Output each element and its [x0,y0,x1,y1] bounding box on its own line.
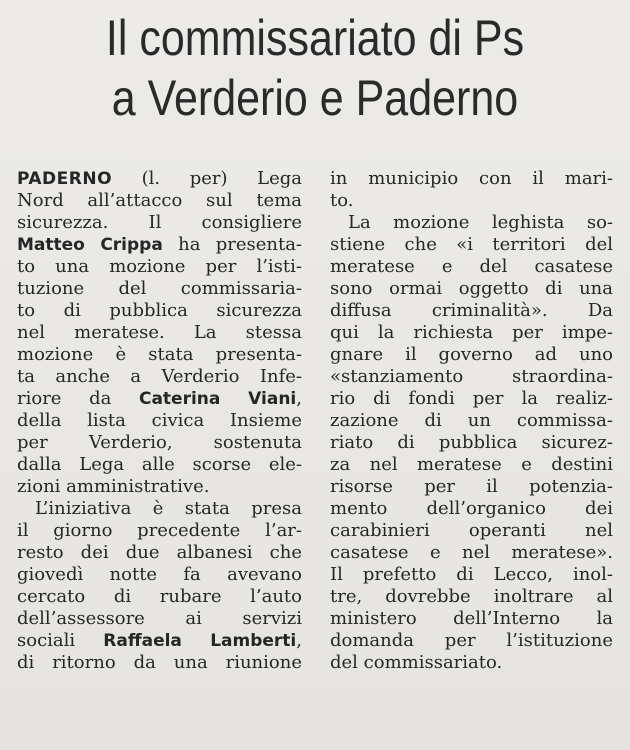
article-line [17,212,302,234]
article-text: nel meratese. La stessa [17,322,302,343]
article-line [330,366,613,388]
article-text: domanda per l’istituzione [330,630,613,651]
article-text: del commissariato. [330,652,503,673]
article-line [17,322,302,344]
article-line [17,652,302,674]
article-line [330,278,613,300]
article-line [330,454,613,476]
headline-line-1: Il commissariato di Ps [105,10,525,66]
article-text: «stanziamento straordina- [330,366,613,387]
person-name: Matteo Crippa [17,235,163,255]
article-text: diffusa criminalità». Da [330,300,613,321]
article-line [17,344,302,366]
article-line [330,520,613,542]
article-text: rio di fondi per la realiz- [330,388,613,409]
article-text: zazione di un commissa- [330,410,613,431]
article-line [330,168,613,190]
headline [44,8,586,128]
article-text: sicurezza. Il consigliere [17,212,302,233]
article-line [330,388,613,410]
article-text: to. [330,190,354,211]
article-line [17,520,302,542]
article-line [330,498,613,520]
article-line [330,410,613,432]
article-line [17,234,302,256]
article-text: sociali [17,630,104,651]
article-line [17,300,302,322]
article-text: qui la richiesta per impe- [330,322,613,343]
article-text: Il prefetto di Lecco, inol- [330,564,613,585]
article-line [17,630,302,652]
article-text: riore da [17,388,139,409]
article-text: dell’assessore ai servizi [17,608,302,629]
article-text: tre, dovrebbe inoltrare al [330,586,613,607]
article-line [17,476,302,498]
article-text: La mozione leghista so- [348,212,613,233]
article-text: to di pubblica sicurezza [17,300,302,321]
person-name: Raffaela Lamberti [103,631,297,651]
headline-line-2: a Verderio e Paderno [111,70,519,126]
article-text: gnare il governo ad uno [330,344,613,365]
article-text: sono ormai oggetto di una [330,278,613,299]
article-line [17,366,302,388]
article-text: ministero dell’Interno la [330,608,613,629]
article-line [330,344,613,366]
article-line [330,256,613,278]
article-text: L’iniziativa è stata presa [35,498,302,519]
article-text: , [296,388,302,409]
article-line [17,498,302,520]
article-line [330,432,613,454]
article-text: mozione è stata presenta- [17,344,302,365]
article-text: riato di pubblica sicurez- [330,432,613,453]
person-name: Caterina Viani [138,389,297,409]
article-line [17,432,302,454]
article-line [17,564,302,586]
article-line [330,630,613,652]
article-line [330,212,613,234]
article-text: della lista civica Insieme [17,410,302,431]
article-text: , [296,630,302,651]
article-text: risorse per il potenzia- [330,476,613,497]
dateline: PADERNO [17,169,113,189]
article-text: mento dell’organico dei [330,498,613,519]
article-text: tuzione del commissaria- [17,278,302,299]
article-text: casatese e nel meratese». [330,542,613,563]
article-line [330,234,613,256]
article-line [330,300,613,322]
article-text: il giorno precedente l’ar- [17,520,302,541]
article-text: za nel meratese e destini [330,454,613,475]
article-text: stiene che «i territori del [330,234,613,255]
article-line [17,278,302,300]
article-line [17,608,302,630]
article-line [17,410,302,432]
article-line [17,168,302,190]
article-text: carabinieri operanti nel [330,520,613,541]
article-text: cercato di rubare l’auto [17,586,302,607]
article-text: ha presenta- [162,234,302,255]
article-text: Nord all’attacco sul tema [17,190,302,211]
article-text: giovedì notte fa avevano [17,564,302,585]
article-column-left [17,168,302,674]
article-text: ta anche a Verderio Infe- [17,366,302,387]
article-text: per Verderio, sostenuta [17,432,302,453]
article-line [330,322,613,344]
article-text: to una mozione per l’isti- [17,256,302,277]
article-line [17,542,302,564]
article-column-right [330,168,613,674]
article-line [330,652,613,674]
article-text: (l. per) Lega [112,168,302,189]
article-line [17,256,302,278]
article-line [330,542,613,564]
article-line [330,564,613,586]
article-line [17,388,302,410]
article-line [330,190,613,212]
article-text: dalla Lega alle scorse ele- [17,454,302,475]
article-text: in municipio con il mari- [330,168,613,189]
article-line [17,454,302,476]
article-text: meratese e del casatese [330,256,613,277]
article-line [330,608,613,630]
article-text: zioni amministrative. [17,476,210,497]
article-text: di ritorno da una riunione [17,652,302,673]
article-line [17,586,302,608]
article-line [330,476,613,498]
article-line [330,586,613,608]
article-text: resto dei due albanesi che [17,542,302,563]
article-line [17,190,302,212]
